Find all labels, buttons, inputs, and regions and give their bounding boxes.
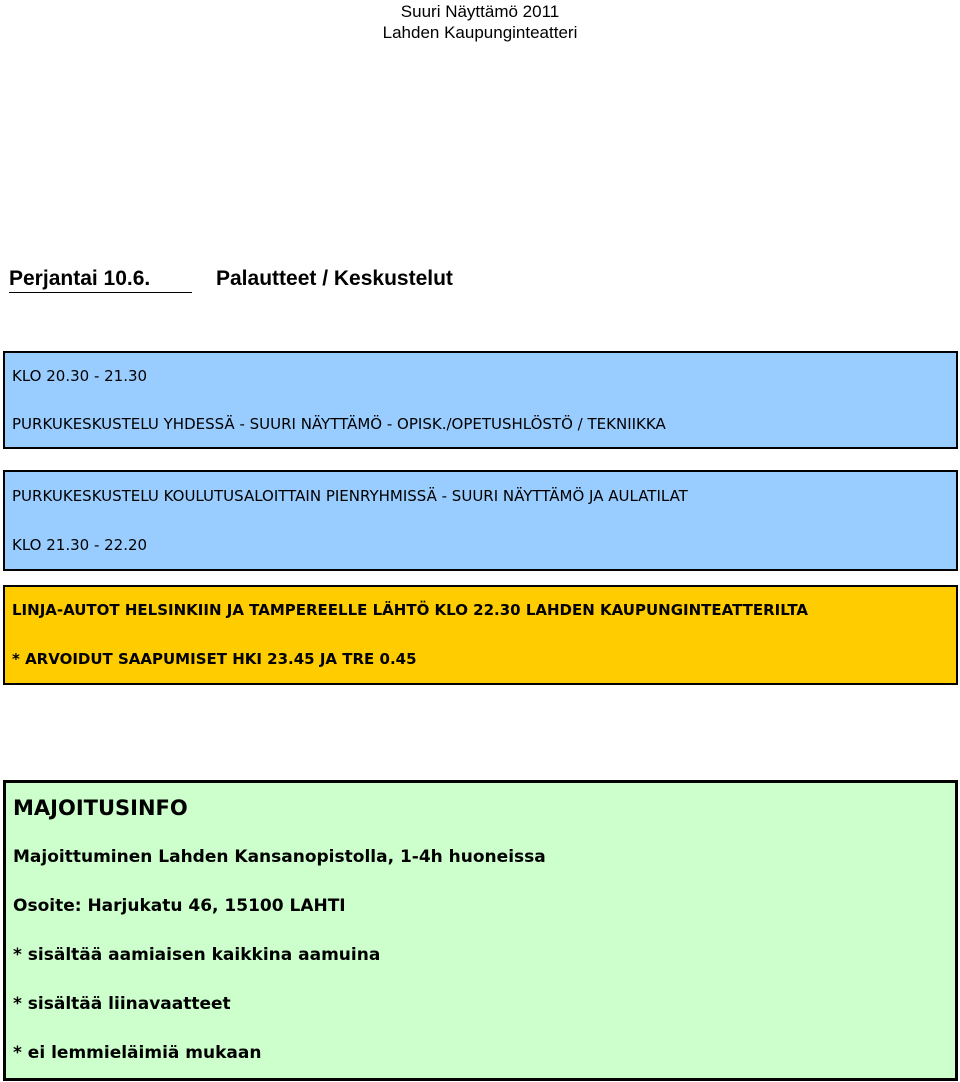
bus-info-block (3, 585, 958, 685)
schedule-block-small-groups (3, 470, 958, 571)
block-description: PURKUKESKUSTELU KOULUTUSALOITTAIN PIENRYHMISSÄ - SUURI NÄYTTÄMÖ JA AULATILAT (12, 487, 688, 505)
block-time: KLO 20.30 - 21.30 (12, 367, 148, 385)
accommodation-line: * ei lemmieläimiä mukaan (13, 1043, 262, 1063)
venue-name: Lahden Kaupunginteatteri (382, 23, 578, 42)
block-description: PURKUKESKUSTELU YHDESSÄ - SUURI NÄYTTÄMÖ - OPISK./OPETUSHLÖSTÖ / TEKNIIKKA (12, 415, 666, 433)
accommodation-line: * sisältää aamiaisen kaikkina aamuina (13, 945, 381, 965)
accommodation-title: MAJOITUSINFO (13, 796, 188, 820)
bus-departure: LINJA-AUTOT HELSINKIIN JA TAMPEREELLE LÄHTÖ KLO 22.30 LAHDEN KAUPUNGINTEATTERILTA (12, 601, 809, 619)
accommodation-line: Osoite: Harjukatu 46, 15100 LAHTI (13, 896, 346, 916)
day-label: Perjantai 10.6. (9, 266, 192, 293)
block-time: KLO 21.30 - 22.20 (12, 536, 148, 554)
event-name: Suuri Näyttämö 2011 (400, 2, 560, 21)
accommodation-line: Majoittuminen Lahden Kansanopistolla, 1-4h huoneissa (13, 847, 546, 867)
accommodation-line: * sisältää liinavaatteet (13, 994, 231, 1014)
accommodation-block (3, 780, 958, 1081)
day-title: Palautteet / Keskustelut (216, 267, 453, 290)
schedule-block-whole-group (3, 351, 958, 449)
bus-arrival-note: * ARVOIDUT SAAPUMISET HKI 23.45 JA TRE 0.45 (12, 650, 417, 668)
